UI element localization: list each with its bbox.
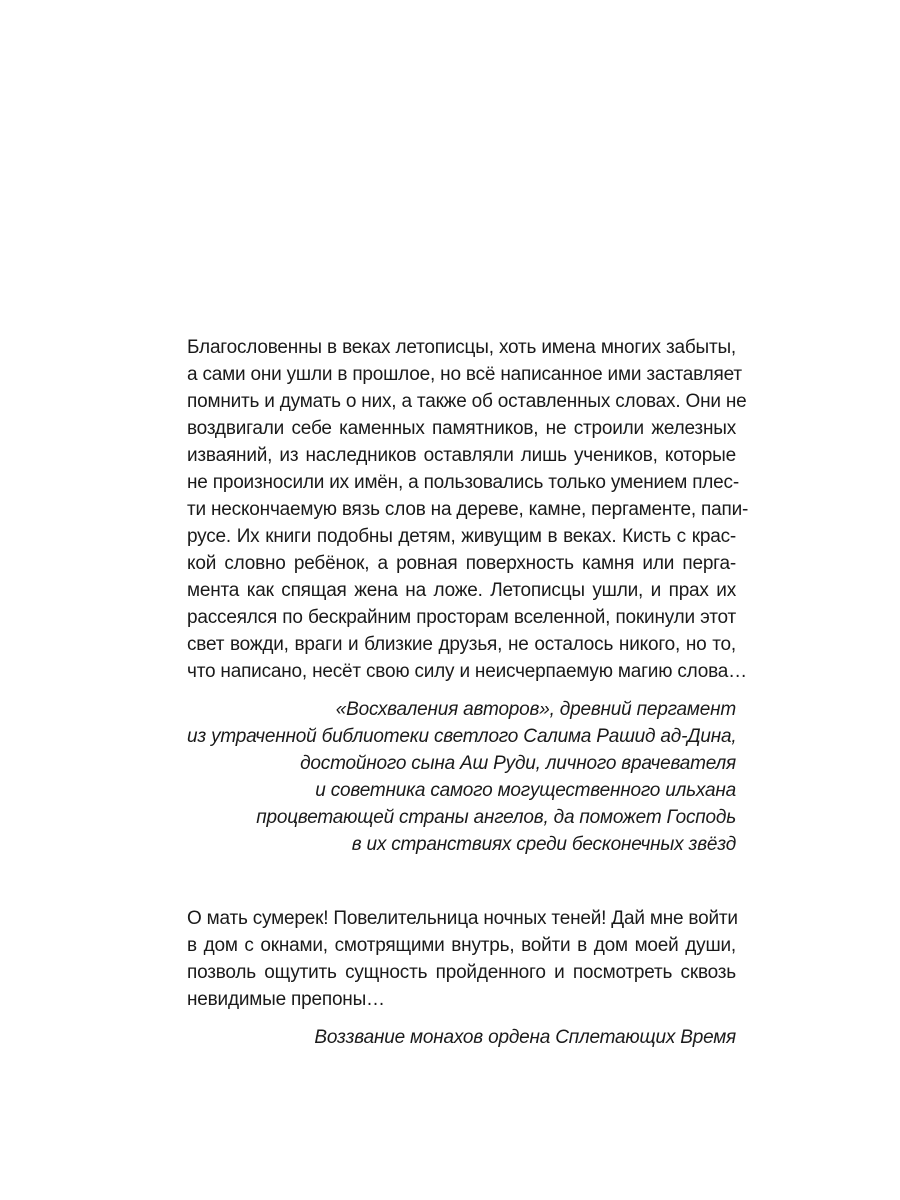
- attribution-line: процветающей страны ангелов, да поможет Господь: [256, 807, 736, 828]
- epigraph-line: Благословенны в веках летописцы, хоть имена многих забыты,: [187, 337, 736, 358]
- epigraph-line: помнить и думать о них, а также об оставленных словах. Они не: [187, 391, 747, 412]
- epigraph-2-text: [187, 905, 736, 1013]
- epigraph-line: русе. Их книги подобны детям, живущим в веках. Кисть с крас-: [187, 526, 736, 547]
- epigraph-line: рассеялся по бескрайним просторам вселенной, покинули этот: [187, 607, 736, 628]
- attribution-line: Воззвание монахов ордена Сплетающих Время: [314, 1027, 736, 1048]
- epigraph-line: воздвигали себе каменных памятников, не строили железных: [187, 418, 736, 439]
- epigraph-line: ти нескончаемую вязь слов на дереве, камне, пергаменте, папи-: [187, 499, 749, 520]
- epigraph-line: изваяний, из наследников оставляли лишь учеников, которые: [187, 445, 736, 466]
- epigraph-line: кой словно ребёнок, а ровная поверхность камня или перга-: [187, 553, 736, 574]
- epigraph-2-attribution: [187, 1024, 736, 1051]
- epigraph-line: невидимые препоны…: [187, 989, 385, 1010]
- attribution-line: и советника самого могущественного ильхана: [315, 780, 736, 801]
- epigraph-line: позволь ощутить сущность пройденного и посмотреть сквозь: [187, 962, 736, 983]
- epigraph-1-text: [187, 334, 749, 685]
- attribution-line: «Восхваления авторов», древний пергамент: [335, 699, 736, 720]
- attribution-line: в их странствиях среди бесконечных звёзд: [351, 834, 736, 855]
- epigraph-1-attribution: [187, 696, 736, 858]
- epigraph-line: свет вожди, враги и близкие друзья, не осталось никого, но то,: [187, 634, 736, 655]
- epigraph-line: что написано, несёт свою силу и неисчерпаемую магию слова…: [187, 661, 747, 682]
- epigraph-line: не произносили их имён, а пользовались только умением плес-: [187, 472, 739, 493]
- attribution-line: достойного сына Аш Руди, личного врачевателя: [300, 753, 736, 774]
- epigraph-line: в дом с окнами, смотрящими внутрь, войти в дом моей души,: [187, 935, 736, 956]
- attribution-line: из утраченной библиотеки светлого Салима Рашид ад-Дина,: [187, 726, 737, 747]
- epigraph-line: мента как спящая жена на ложе. Летописцы ушли, и прах их: [187, 580, 736, 601]
- epigraph-line: а сами они ушли в прошлое, но всё написанное ими заставляет: [187, 364, 742, 385]
- epigraph-line: О мать сумерек! Повелительница ночных теней! Дай мне войти: [187, 908, 738, 929]
